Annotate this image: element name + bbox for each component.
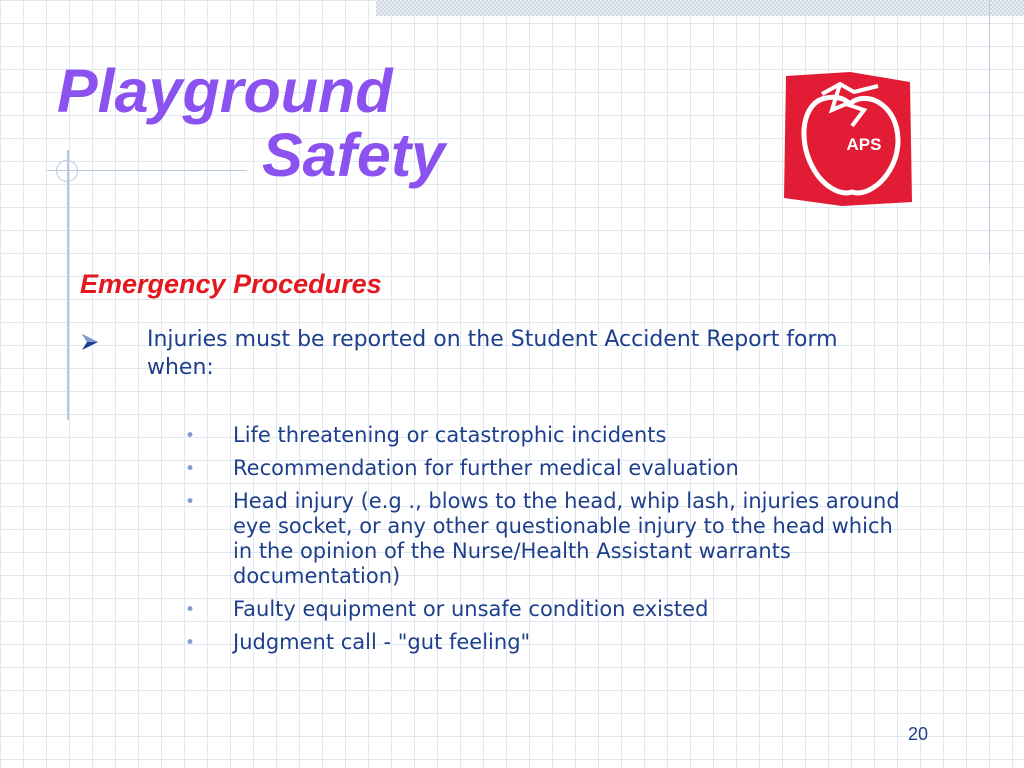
list-item: [185, 489, 915, 589]
list-item-text: Head injury (e.g ., blows to the head, whip lash, injuries around eye socket, or any other questionable injury to the head which in the opinion of the Nurse/Health Assistant warrants documentation): [233, 489, 900, 588]
arrow-bullet-icon: [80, 332, 100, 352]
list-item-text: Judgment call - "gut feeling": [233, 630, 531, 654]
bullet-dot-icon: •: [185, 633, 196, 653]
left-vertical-rule: [67, 150, 69, 420]
main-bullet-text: Injuries must be reported on the Student Accident Report form when:: [147, 327, 838, 380]
list-item: [185, 630, 915, 655]
bullet-dot-icon: •: [185, 600, 196, 620]
list-item-text: Recommendation for further medical evaluation: [233, 456, 739, 480]
list-item: [185, 597, 915, 622]
page-number: 20: [908, 724, 929, 744]
aps-logo: [782, 70, 914, 208]
list-item-text: Faulty equipment or unsafe condition existed: [233, 597, 709, 621]
list-item: [185, 423, 915, 448]
bullet-dot-icon: •: [185, 426, 196, 446]
top-decorative-band: [376, 0, 1024, 16]
logo-text: APS: [846, 135, 882, 154]
section-heading: Emergency Procedures: [80, 269, 382, 299]
bullet-dot-icon: •: [185, 492, 196, 512]
list-item: [185, 456, 915, 481]
slide-title-line-2: Safety: [262, 121, 446, 189]
slide-title-line-1: Playground: [57, 57, 393, 125]
sub-bullet-list: [185, 423, 915, 663]
right-vertical-rule: [989, 0, 990, 262]
bullet-dot-icon: •: [185, 459, 196, 479]
decorative-circle: [56, 160, 78, 182]
list-item-text: Life threatening or catastrophic incidents: [233, 423, 667, 447]
